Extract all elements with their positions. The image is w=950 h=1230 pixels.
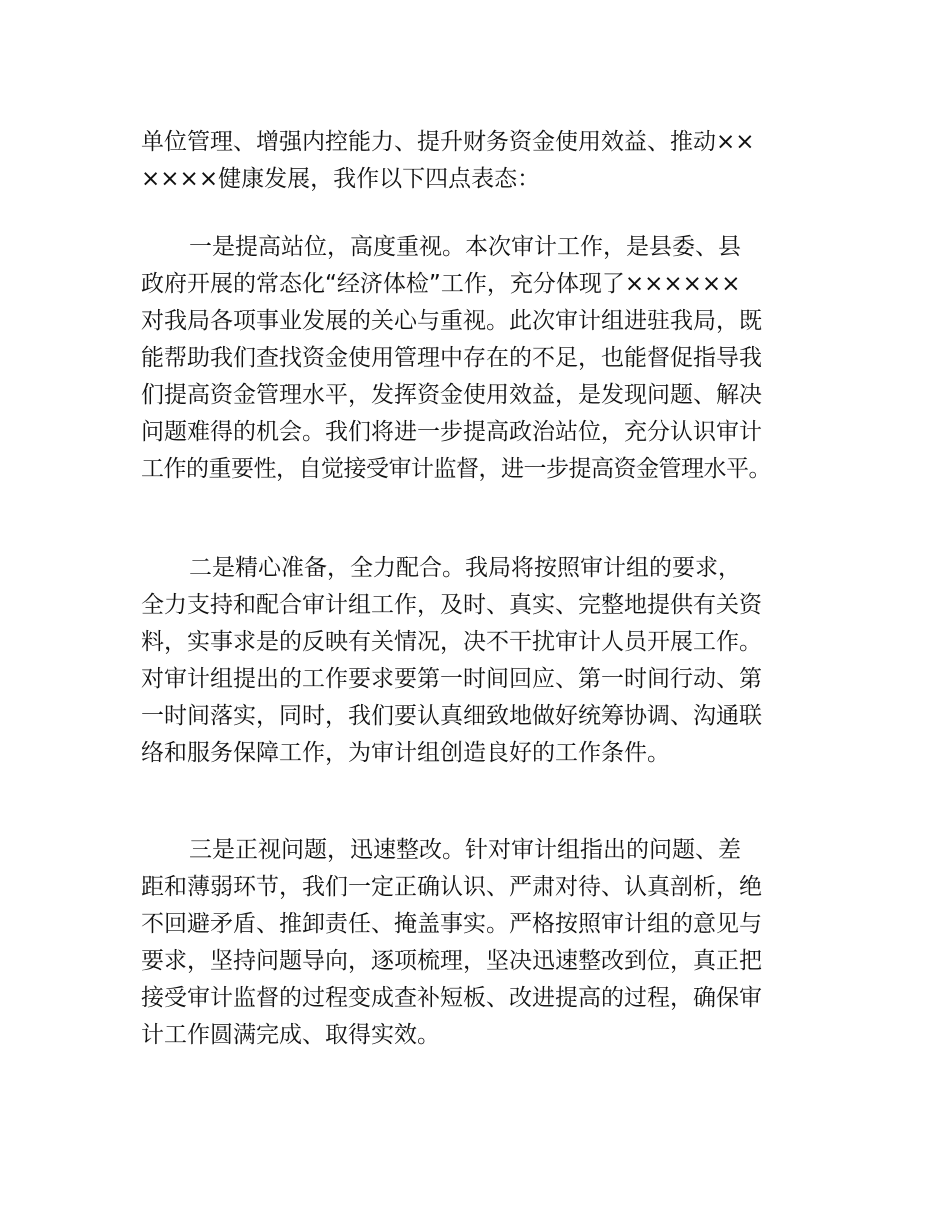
text-line: 单位管理、增强内控能力、提升财务资金使用效益、推动×× bbox=[141, 129, 755, 155]
text-line: 不回避矛盾、推卸责任、掩盖事实。严格按照审计组的意见与 bbox=[141, 911, 762, 937]
text-line: 问题难得的机会。我们将进一步提高政治站位，充分认识审计 bbox=[141, 419, 762, 445]
text-line: 全力支持和配合审计组工作，及时、真实、完整地提供有关资 bbox=[141, 592, 762, 618]
paragraph-point-three bbox=[141, 832, 841, 1054]
text-line: 能帮助我们查找资金使用管理中存在的不足，也能督促指导我 bbox=[141, 345, 762, 371]
text-line: 距和薄弱环节，我们一定正确认识、严肃对待、认真剖析，绝 bbox=[141, 874, 762, 900]
text-line: 对我局各项事业发展的关心与重视。此次审计组进驻我局，既 bbox=[141, 308, 762, 334]
text-line: 接受审计监督的过程变成查补短板、改进提高的过程，确保审 bbox=[141, 985, 762, 1011]
paragraph-point-two bbox=[141, 550, 841, 772]
text-line: 料，实事求是的反映有关情况，决不干扰审计人员开展工作。 bbox=[141, 629, 762, 655]
text-line: 工作的重要性，自觉接受审计监督，进一步提高资金管理水平。 bbox=[141, 456, 771, 482]
paragraph-point-one bbox=[141, 229, 841, 488]
text-line: 要求，坚持问题导向，逐项梳理，坚决迅速整改到位，真正把 bbox=[141, 948, 762, 974]
text-line: 一时间落实，同时，我们要认真细致地做好统筹协调、沟通联 bbox=[141, 703, 762, 729]
text-line: 二是精心准备，全力配合。我局将按照审计组的要求， bbox=[189, 555, 741, 581]
text-line: 们提高资金管理水平，发挥资金使用效益，是发现问题、解决 bbox=[141, 382, 762, 408]
text-line: 对审计组提出的工作要求要第一时间回应、第一时间行动、第 bbox=[141, 666, 762, 692]
paragraph-intro-continued bbox=[141, 124, 841, 198]
text-line: 三是正视问题，迅速整改。针对审计组指出的问题、差 bbox=[189, 837, 741, 863]
text-line: 一是提高站位，高度重视。本次审计工作，是县委、县 bbox=[189, 234, 741, 260]
text-line: 政府开展的常态化“经济体检”工作，充分体现了×××××× bbox=[141, 271, 741, 297]
text-line: ××××健康发展，我作以下四点表态： bbox=[141, 166, 541, 192]
text-line: 络和服务保障工作，为审计组创造良好的工作条件。 bbox=[141, 740, 670, 766]
text-line: 计工作圆满完成、取得实效。 bbox=[141, 1022, 440, 1048]
